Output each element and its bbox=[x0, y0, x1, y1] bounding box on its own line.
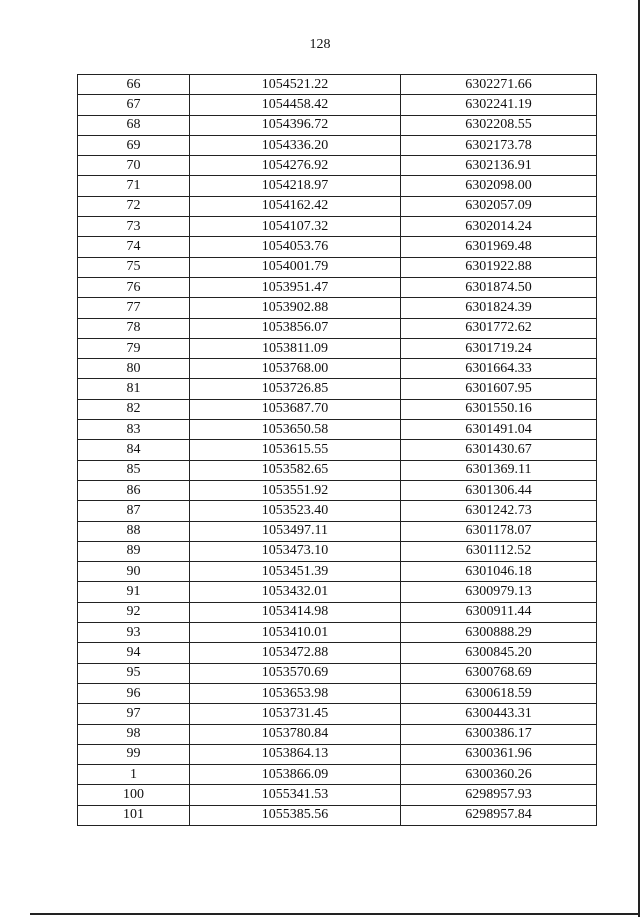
point-number-cell: 84 bbox=[78, 440, 190, 460]
y-coordinate-cell: 6300386.17 bbox=[401, 724, 597, 744]
x-coordinate-cell: 1053811.09 bbox=[190, 338, 401, 358]
point-number-cell: 73 bbox=[78, 217, 190, 237]
x-coordinate-cell: 1054276.92 bbox=[190, 156, 401, 176]
point-number-cell: 100 bbox=[78, 785, 190, 805]
y-coordinate-cell: 6298957.84 bbox=[401, 805, 597, 825]
page-number: 128 bbox=[309, 37, 331, 52]
y-coordinate-cell: 6301112.52 bbox=[401, 541, 597, 561]
x-coordinate-cell: 1054107.32 bbox=[190, 217, 401, 237]
x-coordinate-cell: 1054162.42 bbox=[190, 196, 401, 216]
y-coordinate-cell: 6302014.24 bbox=[401, 217, 597, 237]
x-coordinate-cell: 1054336.20 bbox=[190, 135, 401, 155]
table-row bbox=[78, 724, 597, 744]
x-coordinate-cell: 1053650.58 bbox=[190, 420, 401, 440]
point-number-cell: 93 bbox=[78, 623, 190, 643]
table-row bbox=[78, 379, 597, 399]
y-coordinate-cell: 6301824.39 bbox=[401, 298, 597, 318]
table-row bbox=[78, 501, 597, 521]
x-coordinate-cell: 1055385.56 bbox=[190, 805, 401, 825]
x-coordinate-cell: 1053551.92 bbox=[190, 480, 401, 500]
point-number-cell: 85 bbox=[78, 460, 190, 480]
table-row bbox=[78, 704, 597, 724]
y-coordinate-cell: 6301969.48 bbox=[401, 237, 597, 257]
table-row bbox=[78, 399, 597, 419]
table-row bbox=[78, 156, 597, 176]
table-row bbox=[78, 257, 597, 277]
point-number-cell: 97 bbox=[78, 704, 190, 724]
x-coordinate-cell: 1053451.39 bbox=[190, 562, 401, 582]
y-coordinate-cell: 6302057.09 bbox=[401, 196, 597, 216]
point-number-cell: 101 bbox=[78, 805, 190, 825]
y-coordinate-cell: 6301178.07 bbox=[401, 521, 597, 541]
y-coordinate-cell: 6301369.11 bbox=[401, 460, 597, 480]
y-coordinate-cell: 6301874.50 bbox=[401, 277, 597, 297]
y-coordinate-cell: 6300360.26 bbox=[401, 765, 597, 785]
x-coordinate-cell: 1053570.69 bbox=[190, 663, 401, 683]
x-coordinate-cell: 1053653.98 bbox=[190, 683, 401, 703]
x-coordinate-cell: 1053731.45 bbox=[190, 704, 401, 724]
table-row bbox=[78, 95, 597, 115]
point-number-cell: 99 bbox=[78, 744, 190, 764]
y-coordinate-cell: 6302271.66 bbox=[401, 75, 597, 95]
x-coordinate-cell: 1054458.42 bbox=[190, 95, 401, 115]
x-coordinate-cell: 1053864.13 bbox=[190, 744, 401, 764]
point-number-cell: 77 bbox=[78, 298, 190, 318]
x-coordinate-cell: 1053951.47 bbox=[190, 277, 401, 297]
table-row bbox=[78, 562, 597, 582]
point-number-cell: 72 bbox=[78, 196, 190, 216]
coordinates-table-body bbox=[78, 75, 597, 826]
y-coordinate-cell: 6301922.88 bbox=[401, 257, 597, 277]
point-number-cell: 1 bbox=[78, 765, 190, 785]
x-coordinate-cell: 1054521.22 bbox=[190, 75, 401, 95]
x-coordinate-cell: 1054218.97 bbox=[190, 176, 401, 196]
point-number-cell: 81 bbox=[78, 379, 190, 399]
x-coordinate-cell: 1054396.72 bbox=[190, 115, 401, 135]
table-row bbox=[78, 521, 597, 541]
y-coordinate-cell: 6300979.13 bbox=[401, 582, 597, 602]
x-coordinate-cell: 1053866.09 bbox=[190, 765, 401, 785]
table-row bbox=[78, 217, 597, 237]
y-coordinate-cell: 6300911.44 bbox=[401, 602, 597, 622]
table-row bbox=[78, 643, 597, 663]
point-number-cell: 90 bbox=[78, 562, 190, 582]
x-coordinate-cell: 1053780.84 bbox=[190, 724, 401, 744]
table-row bbox=[78, 765, 597, 785]
table-row bbox=[78, 75, 597, 95]
point-number-cell: 98 bbox=[78, 724, 190, 744]
point-number-cell: 69 bbox=[78, 135, 190, 155]
table-row bbox=[78, 135, 597, 155]
point-number-cell: 75 bbox=[78, 257, 190, 277]
point-number-cell: 82 bbox=[78, 399, 190, 419]
y-coordinate-cell: 6302241.19 bbox=[401, 95, 597, 115]
point-number-cell: 76 bbox=[78, 277, 190, 297]
table-row bbox=[78, 115, 597, 135]
x-coordinate-cell: 1053410.01 bbox=[190, 623, 401, 643]
y-coordinate-cell: 6301430.67 bbox=[401, 440, 597, 460]
table-row bbox=[78, 602, 597, 622]
y-coordinate-cell: 6300443.31 bbox=[401, 704, 597, 724]
table-row bbox=[78, 623, 597, 643]
x-coordinate-cell: 1053856.07 bbox=[190, 318, 401, 338]
scan-edge-bottom bbox=[30, 913, 640, 915]
y-coordinate-cell: 6300888.29 bbox=[401, 623, 597, 643]
point-number-cell: 94 bbox=[78, 643, 190, 663]
x-coordinate-cell: 1054001.79 bbox=[190, 257, 401, 277]
y-coordinate-cell: 6298957.93 bbox=[401, 785, 597, 805]
x-coordinate-cell: 1055341.53 bbox=[190, 785, 401, 805]
y-coordinate-cell: 6300768.69 bbox=[401, 663, 597, 683]
table-row bbox=[78, 480, 597, 500]
y-coordinate-cell: 6300618.59 bbox=[401, 683, 597, 703]
y-coordinate-cell: 6301491.04 bbox=[401, 420, 597, 440]
x-coordinate-cell: 1053497.11 bbox=[190, 521, 401, 541]
table-row bbox=[78, 541, 597, 561]
point-number-cell: 71 bbox=[78, 176, 190, 196]
y-coordinate-cell: 6301772.62 bbox=[401, 318, 597, 338]
point-number-cell: 88 bbox=[78, 521, 190, 541]
y-coordinate-cell: 6301550.16 bbox=[401, 399, 597, 419]
x-coordinate-cell: 1053473.10 bbox=[190, 541, 401, 561]
x-coordinate-cell: 1053414.98 bbox=[190, 602, 401, 622]
table-row bbox=[78, 440, 597, 460]
table-row bbox=[78, 744, 597, 764]
x-coordinate-cell: 1053902.88 bbox=[190, 298, 401, 318]
point-number-cell: 70 bbox=[78, 156, 190, 176]
y-coordinate-cell: 6301046.18 bbox=[401, 562, 597, 582]
table-row bbox=[78, 196, 597, 216]
y-coordinate-cell: 6300845.20 bbox=[401, 643, 597, 663]
table-row bbox=[78, 318, 597, 338]
point-number-cell: 67 bbox=[78, 95, 190, 115]
point-number-cell: 95 bbox=[78, 663, 190, 683]
x-coordinate-cell: 1053432.01 bbox=[190, 582, 401, 602]
table-row bbox=[78, 460, 597, 480]
point-number-cell: 68 bbox=[78, 115, 190, 135]
y-coordinate-cell: 6301607.95 bbox=[401, 379, 597, 399]
x-coordinate-cell: 1053768.00 bbox=[190, 359, 401, 379]
y-coordinate-cell: 6301242.73 bbox=[401, 501, 597, 521]
table-row bbox=[78, 420, 597, 440]
x-coordinate-cell: 1053615.55 bbox=[190, 440, 401, 460]
point-number-cell: 96 bbox=[78, 683, 190, 703]
coordinates-table bbox=[77, 74, 597, 826]
y-coordinate-cell: 6302098.00 bbox=[401, 176, 597, 196]
x-coordinate-cell: 1053687.70 bbox=[190, 399, 401, 419]
point-number-cell: 79 bbox=[78, 338, 190, 358]
y-coordinate-cell: 6302208.55 bbox=[401, 115, 597, 135]
y-coordinate-cell: 6301719.24 bbox=[401, 338, 597, 358]
point-number-cell: 66 bbox=[78, 75, 190, 95]
point-number-cell: 92 bbox=[78, 602, 190, 622]
point-number-cell: 83 bbox=[78, 420, 190, 440]
point-number-cell: 91 bbox=[78, 582, 190, 602]
x-coordinate-cell: 1053472.88 bbox=[190, 643, 401, 663]
table-row bbox=[78, 298, 597, 318]
x-coordinate-cell: 1053523.40 bbox=[190, 501, 401, 521]
table-row bbox=[78, 683, 597, 703]
point-number-cell: 86 bbox=[78, 480, 190, 500]
x-coordinate-cell: 1053582.65 bbox=[190, 460, 401, 480]
table-row bbox=[78, 805, 597, 825]
point-number-cell: 80 bbox=[78, 359, 190, 379]
table-row bbox=[78, 663, 597, 683]
y-coordinate-cell: 6300361.96 bbox=[401, 744, 597, 764]
y-coordinate-cell: 6302136.91 bbox=[401, 156, 597, 176]
table-row bbox=[78, 176, 597, 196]
table-row bbox=[78, 582, 597, 602]
table-row bbox=[78, 338, 597, 358]
table-row bbox=[78, 277, 597, 297]
point-number-cell: 87 bbox=[78, 501, 190, 521]
y-coordinate-cell: 6301306.44 bbox=[401, 480, 597, 500]
point-number-cell: 74 bbox=[78, 237, 190, 257]
table-row bbox=[78, 785, 597, 805]
table-row bbox=[78, 359, 597, 379]
x-coordinate-cell: 1054053.76 bbox=[190, 237, 401, 257]
table-row bbox=[78, 237, 597, 257]
point-number-cell: 78 bbox=[78, 318, 190, 338]
x-coordinate-cell: 1053726.85 bbox=[190, 379, 401, 399]
point-number-cell: 89 bbox=[78, 541, 190, 561]
y-coordinate-cell: 6302173.78 bbox=[401, 135, 597, 155]
y-coordinate-cell: 6301664.33 bbox=[401, 359, 597, 379]
